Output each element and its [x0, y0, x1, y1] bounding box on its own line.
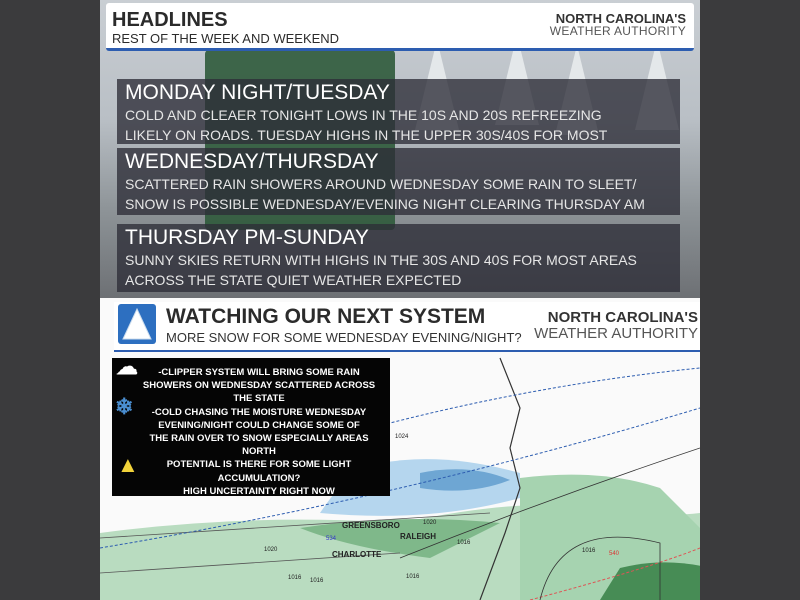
section-line: SNOW IS POSSIBLE WEDNESDAY/EVENING NIGHT CLEARING THURSDAY AM — [125, 196, 645, 212]
station-logo — [534, 310, 698, 342]
isobar-label: 1016 — [288, 575, 302, 581]
section-title: WEDNESDAY/THURSDAY — [125, 150, 379, 173]
info-line: NORTH — [242, 446, 276, 458]
forecast-section — [117, 224, 680, 292]
isobar-label: 1016 — [406, 574, 420, 580]
section-title: THURSDAY PM-SUNDAY — [125, 226, 369, 249]
info-line: ACCUMULATION? — [217, 472, 301, 484]
section-line: COLD AND CLEAER TONIGHT LOWS IN THE 10S AND 20S REFREEZING — [125, 107, 602, 123]
weather-graphic — [100, 0, 700, 600]
system-header — [114, 302, 700, 352]
logo-line2: WEATHER AUTHORITY — [549, 24, 686, 38]
section-line: SUNNY SKIES RETURN WITH HIGHS IN THE 30S AND 40S FOR MOST AREAS — [125, 252, 637, 268]
system-subtitle: MORE SNOW FOR SOME WEDNESDAY EVENING/NIGHT? — [166, 330, 522, 345]
section-line: LIKELY ON ROADS. TUESDAY HIGHS IN THE UPPER 30S/40S FOR MOST — [125, 127, 608, 143]
info-line: POTENTIAL IS THERE FOR SOME LIGHT — [166, 459, 352, 471]
isobar-label: 1020 — [423, 520, 437, 526]
system-title: WATCHING OUR NEXT SYSTEM — [166, 305, 486, 328]
warning-icon: ▲ — [117, 452, 139, 477]
info-line: HIGH UNCERTAINTY RIGHT NOW — [183, 485, 335, 497]
info-line: THE RAIN OVER TO SNOW ESPECIALLY AREAS — [149, 433, 369, 445]
snowflake-icon: ❄ — [115, 394, 134, 419]
info-line: -COLD CHASING THE MOISTURE WEDNESDAY — [151, 406, 367, 418]
section-line: ACROSS THE STATE QUIET WEATHER EXPECTED — [125, 272, 462, 288]
headlines-header — [106, 3, 694, 51]
logo-line1: NORTH CAROLINA'S — [547, 309, 698, 326]
section-line: SCATTERED RAIN SHOWERS AROUND WEDNESDAY SOME RAIN TO SLEET/ — [125, 176, 637, 192]
rain-cloud-icon: ☁ — [116, 354, 138, 379]
section-title: MONDAY NIGHT/TUESDAY — [125, 81, 390, 104]
forecast-section — [117, 148, 680, 215]
info-line: THE STATE — [233, 393, 285, 405]
station-logo — [550, 13, 686, 37]
isobar-label: 1016 — [582, 548, 596, 554]
headlines-title: HEADLINES — [112, 9, 228, 31]
city-label: RALEIGH — [400, 532, 436, 541]
system-panel — [100, 298, 700, 600]
info-line: SHOWERS ON WEDNESDAY SCATTERED ACROSS — [142, 380, 376, 392]
logo-line1: NORTH CAROLINA'S — [555, 11, 686, 26]
isobar-label: 1016 — [310, 578, 324, 584]
headlines-panel — [100, 0, 700, 298]
logo-line2: WEATHER AUTHORITY — [534, 325, 698, 342]
info-line: EVENING/NIGHT COULD CHANGE SOME OF — [158, 419, 360, 431]
isobar-label: 1020 — [264, 547, 278, 553]
isobar-label: 1024 — [395, 434, 409, 440]
info-line: -CLIPPER SYSTEM WILL BRING SOME RAIN — [158, 367, 360, 378]
forecast-section — [117, 79, 680, 144]
city-label: CHARLOTTE — [332, 550, 382, 559]
isobar-label: 1016 — [457, 540, 471, 546]
thickness-label: 540 — [609, 551, 620, 557]
city-label: GREENSBORO — [342, 521, 400, 530]
thickness-label: 534 — [326, 536, 337, 542]
headlines-subtitle: REST OF THE WEEK AND WEEKEND — [112, 31, 340, 46]
alert-triangle-icon — [118, 304, 156, 344]
info-box — [112, 354, 390, 497]
